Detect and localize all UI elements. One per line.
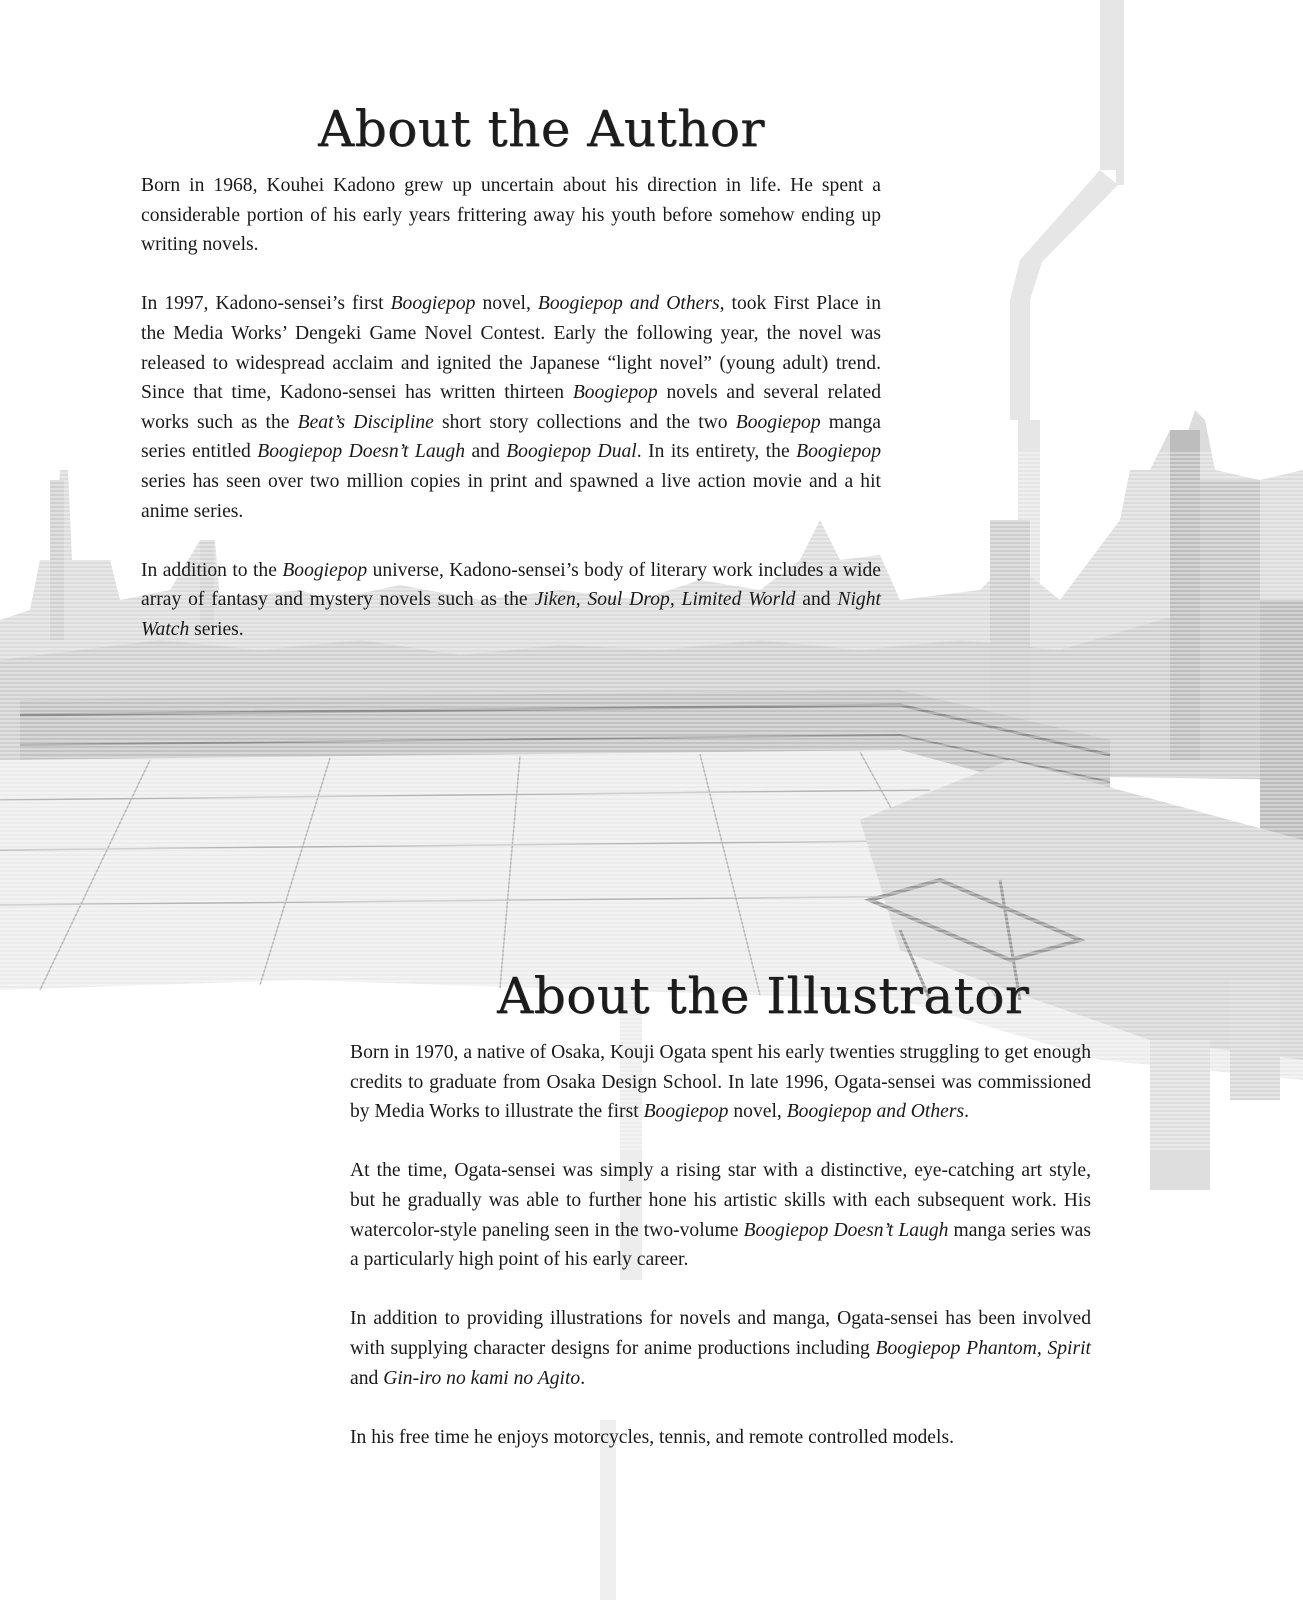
illustrator-heading: About the Illustrator: [497, 967, 1030, 1025]
illustrator-paragraph-4: In his free time he enjoys motorcycles, tennis, and remote controlled models.: [350, 1426, 954, 1448]
author-paragraph-1: Born in 1968, Kouhei Kadono grew up uncertain about his direction in life. He spent a considerable portion of his early years frittering away his youth before somehow ending up writing novels.: [141, 175, 881, 256]
author-bio: [141, 171, 881, 645]
illustrator-paragraph-2: At the time, Ogata-sensei was simply a rising star with a distinctive, eye-catching art style, but he gradually was able to further hone his artistic skills with each subsequent work. His watercolor-style paneling seen in the two-volume Boogiepop Doesn’t Laugh manga series was a particularly high point of his early career.: [350, 1160, 1091, 1271]
author-paragraph-2: In 1997, Kadono-sensei’s first Boogiepop novel, Boogiepop and Others, took First Place in the Media Works’ Dengeki Game Novel Contest. Early the following year, the novel was released to widespread acclaim and ignited the Japanese “light novel” (young adult) trend. Since that time, Kadono-sensei has written thirteen Boogiepop novels and several related works such as the Beat’s Discipline short story collections and the two Boogiepop manga series entitled Boogiepop Doesn’t Laugh and Boogiepop Dual. In its entirety, the Boogiepop series has seen over two million copies in print and spawned a live action movie and a hit anime series.: [141, 293, 881, 522]
author-heading: About the Author: [318, 100, 765, 158]
author-paragraph-3: In addition to the Boogiepop universe, Kadono-sensei’s body of literary work includes a wide array of fantasy and mystery novels such as the Jiken, Soul Drop, Limited World and Night Watch series.: [141, 559, 881, 640]
illustrator-paragraph-1: Born in 1970, a native of Osaka, Kouji Ogata spent his early twenties struggling to get enough credits to graduate from Osaka Design School. In late 1996, Ogata-sensei was commissioned by Media Works to illustrate the first Boogiepop novel, Boogiepop and Others.: [350, 1042, 1091, 1123]
illustrator-paragraph-3: In addition to providing illustrations for novels and manga, Ogata-sensei has been involved with supplying character designs for anime productions including Boogiepop Phantom, Spirit and Gin-iro no kami no Agito.: [350, 1308, 1091, 1389]
illustrator-bio: [350, 1038, 1091, 1452]
